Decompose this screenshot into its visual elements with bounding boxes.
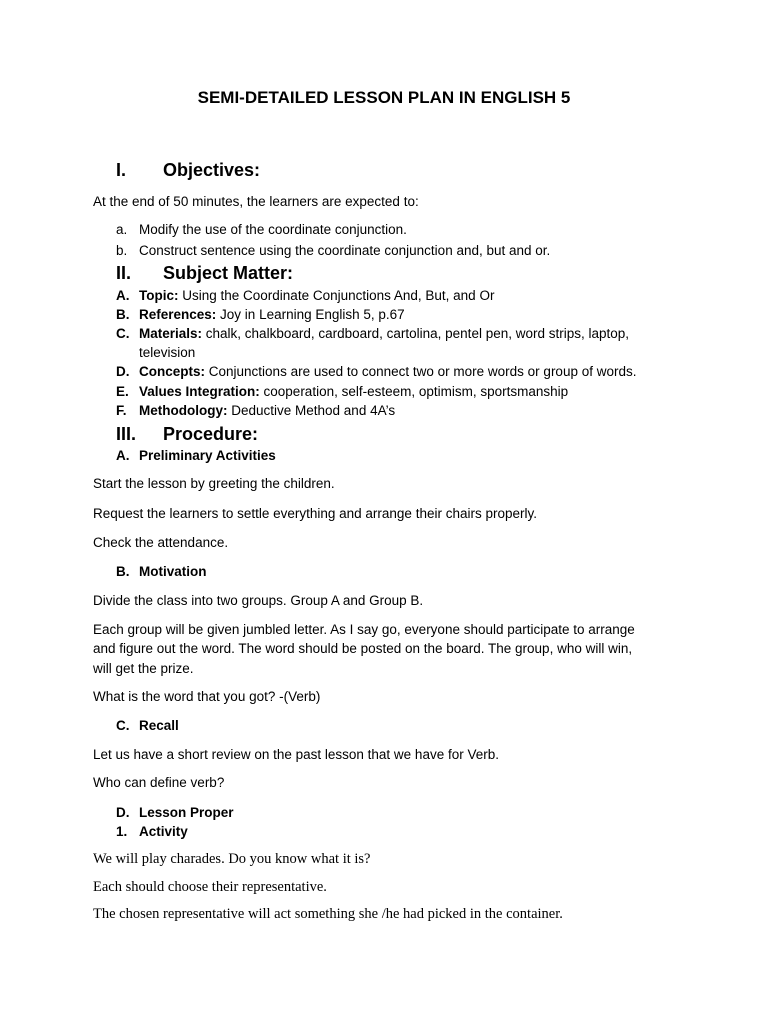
objectives-intro: At the end of 50 minutes, the learners are expected to: [93,194,419,209]
paragraph: What is the word that you got? -(Verb) [93,689,321,704]
paragraph: Each should choose their representative. [93,879,327,895]
list-marker: b. [116,243,128,258]
paragraph: Divide the class into two groups. Group A and Group B. [93,593,424,608]
list-marker: B. [116,307,130,322]
subject-item-materials-cont: television [139,345,196,360]
paragraph: and figure out the word. The word should be posted on the board. The group, who will win, [93,641,633,656]
subject-item-topic: Topic: Using the Coordinate Conjunctions And, But, and Or [139,288,495,303]
subsection-heading: Activity [139,824,188,839]
list-marker: C. [116,326,130,341]
section-number: III. [116,424,137,444]
list-marker: F. [116,403,127,418]
section-number: II. [116,263,132,283]
document-title: SEMI-DETAILED LESSON PLAN IN ENGLISH 5 [197,88,571,107]
list-marker: A. [116,448,130,463]
list-marker: E. [116,384,129,399]
list-marker: 1. [116,824,128,839]
subject-item-references: References: Joy in Learning English 5, p.67 [139,307,405,322]
section-number: I. [116,160,127,180]
section-heading-subject-matter: Subject Matter: [163,263,294,283]
list-marker: B. [116,564,130,579]
paragraph: We will play charades. Do you know what it is? [93,851,371,867]
subject-item-values: Values Integration: cooperation, self-esteem, optimism, sportsmanship [139,384,569,399]
subsection-heading: Preliminary Activities [139,448,276,463]
list-marker: D. [116,805,130,820]
subsection-heading: Lesson Proper [139,805,234,820]
subsection-heading: Motivation [139,564,207,579]
paragraph: Let us have a short review on the past lesson that we have for Verb. [93,747,499,762]
paragraph: will get the prize. [93,661,194,676]
section-heading-procedure: Procedure: [163,424,259,444]
list-marker: D. [116,364,130,379]
subsection-heading: Recall [139,718,179,733]
objective-item: Construct sentence using the coordinate conjunction and, but and or. [139,243,551,258]
section-heading-objectives: Objectives: [163,160,261,180]
objective-item: Modify the use of the coordinate conjunction. [139,222,407,237]
subject-item-materials: Materials: chalk, chalkboard, cardboard, cartolina, pentel pen, word strips, laptop, [139,326,630,341]
list-marker: a. [116,222,128,237]
paragraph: Each group will be given jumbled letter. As I say go, everyone should participate to arrange [93,622,635,637]
list-marker: C. [116,718,130,733]
subject-item-methodology: Methodology: Deductive Method and 4A’s [139,403,396,418]
list-marker: A. [116,288,130,303]
subject-item-concepts: Concepts: Conjunctions are used to connect two or more words or group of words. [139,364,637,379]
paragraph: Start the lesson by greeting the children. [93,476,335,491]
paragraph: Check the attendance. [93,535,229,550]
paragraph: Request the learners to settle everything and arrange their chairs properly. [93,506,537,521]
paragraph: Who can define verb? [93,775,225,790]
paragraph: The chosen representative will act something she /he had picked in the container. [93,906,563,922]
